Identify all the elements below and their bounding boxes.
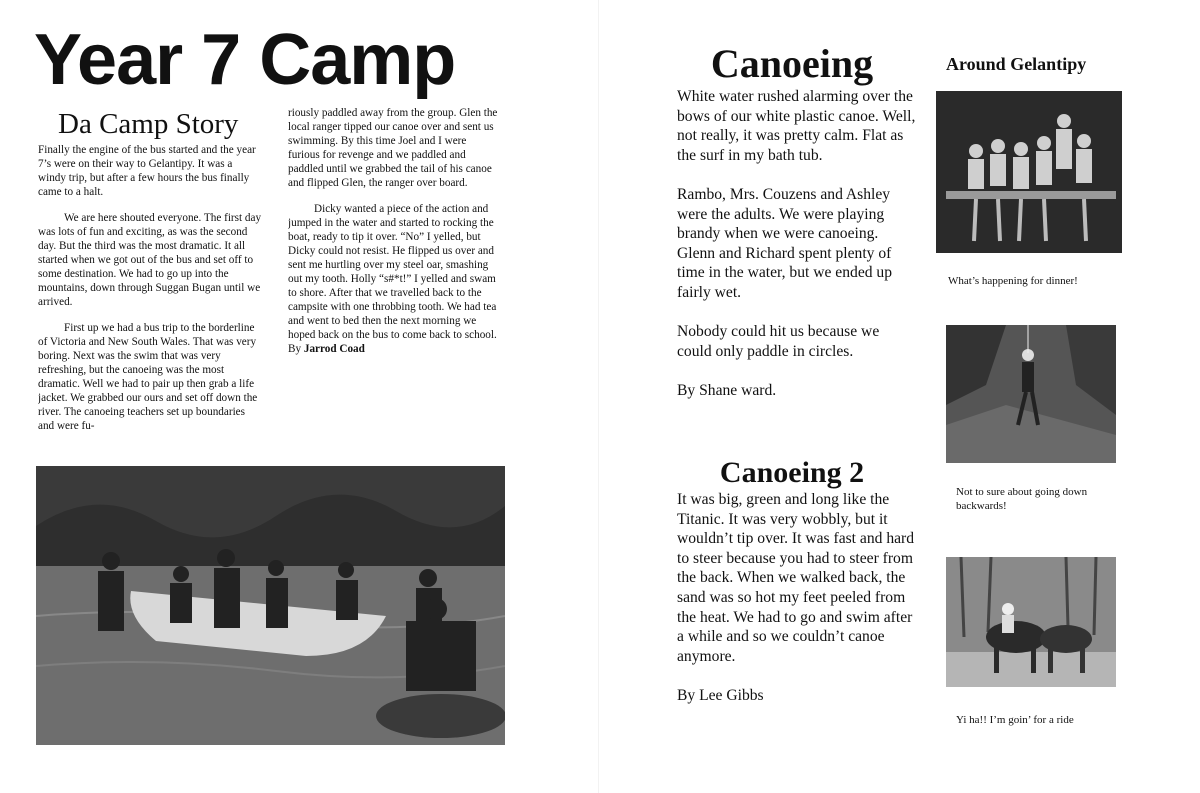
story-paragraph: Dicky wanted a piece of the action and jumped in the water and started to rocking the boat, ready to tip it over. “No” I yelled, but Dicky could not resist. He flipped us over and sent me hurtling over my steel oar, smashing out my tooth. Holly “s#*t!” I yelled and swam to shore. After that we travelled back to the campsite with one throbbing tooth. We had tea and went to bed then the next morning we hoped back on the bus to come back to school. (288, 203, 497, 341)
page-gutter (598, 0, 599, 793)
story-heading: Da Camp Story (58, 108, 239, 140)
canoeing-2-article (677, 490, 917, 725)
photo-caption: Not to sure about going down backwards! (956, 486, 1088, 512)
photo-caption: What’s happening for dinner! (948, 275, 1078, 287)
horse-ride-photo (946, 557, 1116, 687)
story-paragraph: riously paddled away from the group. Glen the local ranger tipped our canoe over and sent us swimming. By this time Joel and I were furious for revenge and we paddled and paddled until we grabbed the tail of his canoe and flipped Glen, the ranger over board. (288, 107, 498, 189)
canoeing-heading: Canoeing (710, 41, 874, 86)
article-paragraph: Nobody could hit us because we could only paddle in circles. (677, 323, 880, 360)
story-paragraph: We are here shouted everyone. The first day was lots of fun and exciting, as was the second day. But the third was the most dramatic. It all started when we got out of the bus and set off to some destination. We had to go up into the mountains, down through Suggan Bugan until we arrived. (38, 212, 262, 308)
article-paragraph: It was big, green and long like the Titanic. It was very wobbly, but it wouldn’t tip over. It was fast and hard to steer because you had to steer from the back. When we walked back, the sand was so hot my feet peeled from the heat. We had to go and swim after a while and so we couldn’t canoe anymore. (677, 491, 915, 665)
byline-author: Jarrod Coad (303, 343, 365, 355)
article-paragraph: White water rushed alarming over the bows of our white plastic canoe. Well, not really, it was pretty calm. Flat as the surf in my bath tub. (677, 88, 916, 164)
abseil-photo (946, 325, 1116, 463)
canoe-group-photo (36, 466, 505, 745)
canoeing-article (677, 87, 917, 420)
story-column-2 (288, 106, 500, 414)
page-title: Year 7 Camp (34, 20, 456, 100)
sidebar-heading: Around Gelantipy (946, 54, 1087, 74)
byline-prefix: By (288, 343, 302, 355)
story-byline (288, 342, 500, 356)
photo-caption: Yi ha!! I’m goin’ for a ride (956, 714, 1074, 726)
article-byline: By Lee Gibbs (677, 686, 764, 704)
article-byline: By Shane ward. (677, 381, 777, 399)
dinner-group-photo (936, 91, 1122, 253)
story-column-1 (38, 143, 262, 445)
story-paragraph: First up we had a bus trip to the borderline of Victoria and New South Wales. That was very boring. Next was the swim that was very refreshing, but the canoeing was the most dramatic. Well we had to pair up then grab a life jacket. We grabbed our ours and set off down the river. The canoeing teachers set up boundaries and were fu- (38, 322, 258, 432)
story-paragraph: Finally the engine of the bus started and the year 7’s were on their way to Gelantipy. It was a windy trip, but after a few hours the bus finally came to a halt. (38, 144, 256, 198)
canoeing-2-heading: Canoeing 2 (719, 456, 865, 489)
article-paragraph: Rambo, Mrs. Couzens and Ashley were the adults. We were playing brandy when we were canoeing. Glenn and Richard spent plenty of time in the water, but we ended up fairly wet. (677, 185, 893, 301)
